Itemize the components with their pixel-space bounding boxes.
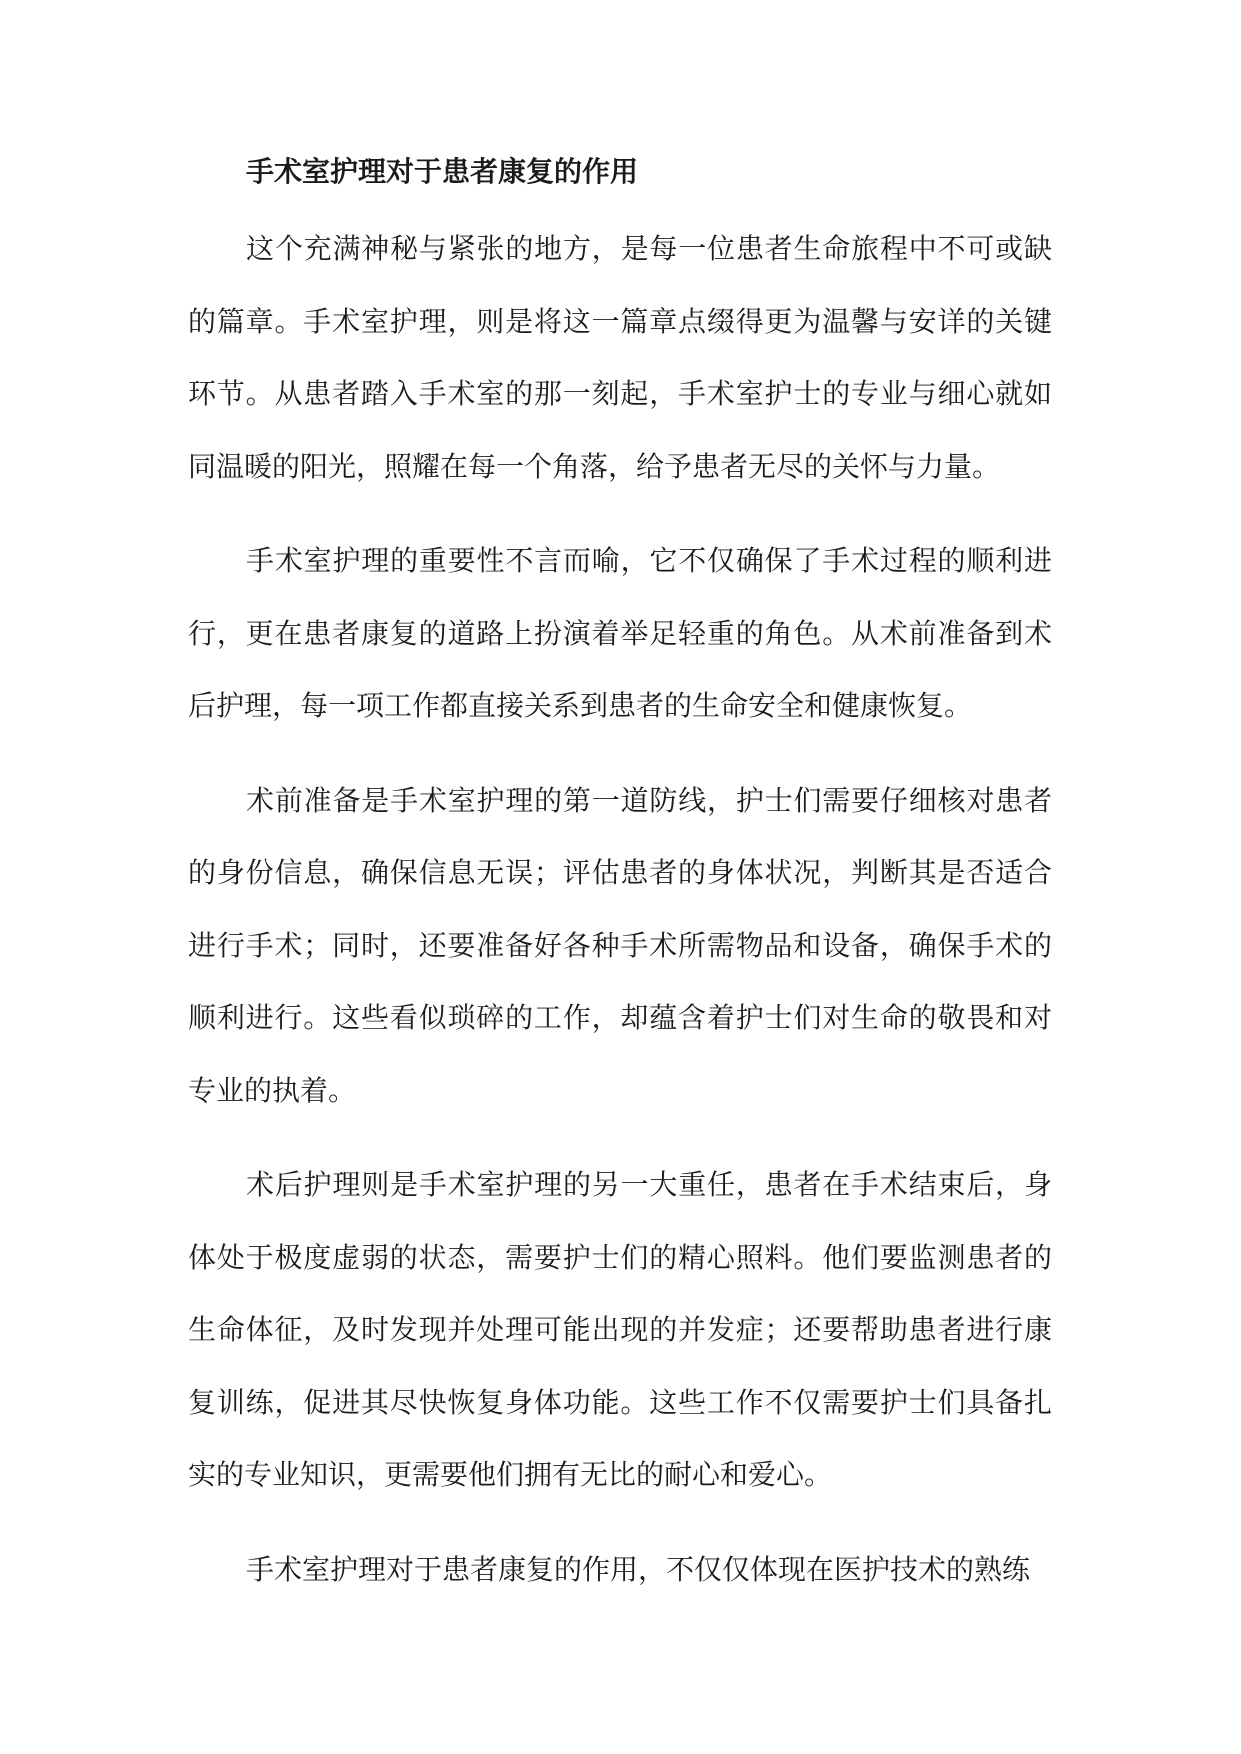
document-body: [188, 146, 1052, 1606]
paragraph-intro: 这个充满神秘与紧张的地方，是每一位患者生命旅程中不可或缺的篇章。手术室护理，则是将这一篇章点缀得更为温馨与安详的关键环节。从患者踏入手术室的那一刻起，手术室护士的专业与细心就如同温暖的阳光，照耀在每一个角落，给予患者无尽的关怀与力量。: [188, 232, 1052, 483]
paragraph-preoperative: 术前准备是手术室护理的第一道防线，护士们需要仔细核对患者的身份信息，确保信息无误；评估患者的身体状况，判断其是否适合进行手术；同时，还要准备好各种手术所需物品和设备，确保手术的顺利进行。这些看似琐碎的工作，却蕴含着护士们对生命的敬畏和对专业的执着。: [188, 783, 1052, 1107]
paragraph-importance: 手术室护理的重要性不言而喻，它不仅确保了手术过程的顺利进行，更在患者康复的道路上扮演着举足轻重的角色。从术前准备到术后护理，每一项工作都直接关系到患者的生命安全和健康恢复。: [188, 544, 1052, 722]
document-title: 手术室护理对于患者康复的作用: [246, 155, 639, 188]
paragraph-conclusion: 手术室护理对于患者康复的作用，不仅仅体现在医护技术的熟练: [246, 1552, 1031, 1586]
paragraph-postoperative: 术后护理则是手术室护理的另一大重任，患者在手术结束后，身体处于极度虚弱的状态，需要护士们的精心照料。他们要监测患者的生命体征，及时发现并处理可能出现的并发症；还要帮助患者进行康复训练，促进其尽快恢复身体功能。这些工作不仅需要护士们具备扎实的专业知识，更需要他们拥有无比的耐心和爱心。: [188, 1168, 1052, 1491]
